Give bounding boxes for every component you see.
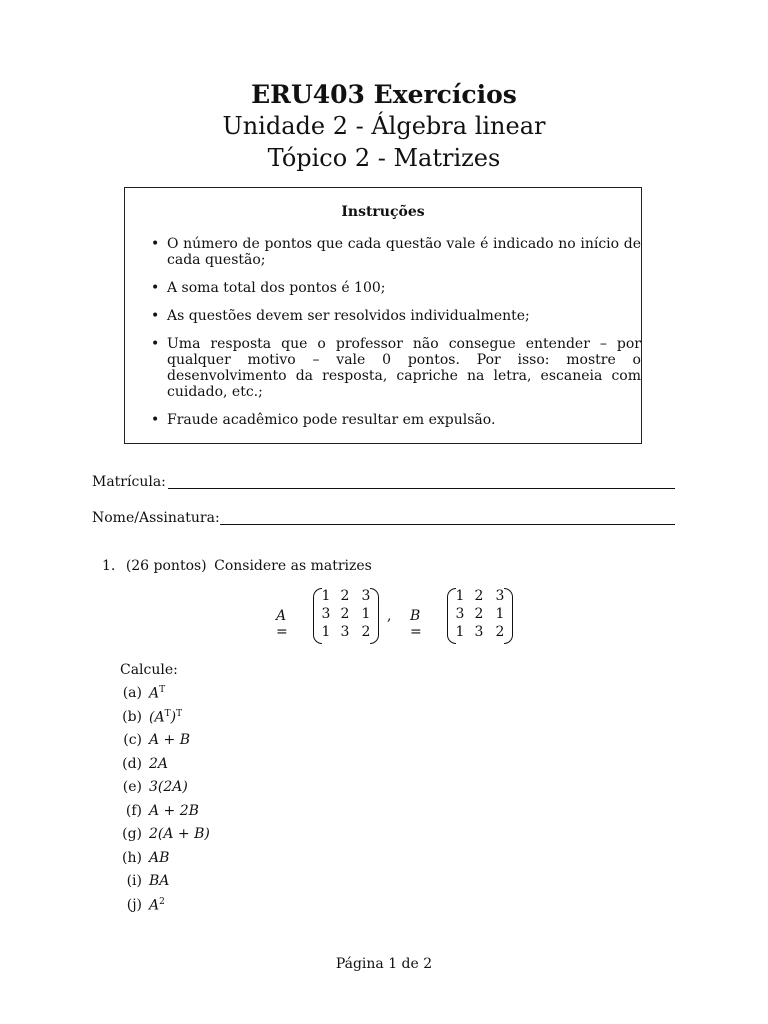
question-item-label: (b): [122, 708, 142, 725]
instruction-item: • A soma total dos pontos é 100;: [151, 280, 386, 296]
matrix-a-cell: 2: [340, 606, 350, 622]
instructions-box: [124, 187, 642, 444]
matrix-a-cell: 3: [361, 588, 371, 604]
question-item-expression: AB: [149, 849, 170, 866]
matrix-a-label: A =: [276, 608, 288, 640]
matricula-field[interactable]: [168, 488, 675, 489]
matrix-a-cell: 3: [340, 624, 350, 640]
question-item-label: (d): [122, 755, 142, 772]
matrix-a-cell: 2: [340, 588, 350, 604]
bullet-icon: •: [151, 412, 160, 428]
question-item-expression: A + 2B: [149, 802, 199, 819]
matrix-b-cell: 2: [474, 588, 484, 604]
question-item-label: (a): [122, 685, 142, 701]
page-number: Página 1 de 2: [335, 956, 433, 972]
question-item-expression: BA: [149, 873, 170, 889]
bullet-icon: •: [151, 236, 160, 252]
question-item-label: (i): [126, 873, 142, 889]
instructions-title: Instruções: [341, 204, 425, 220]
matricula-label: Matrícula:: [92, 474, 166, 490]
question-number: 1.: [102, 558, 116, 574]
instruction-item: • O número de pontos que cada questão vale é indicado no início de cada questão;: [151, 236, 641, 268]
matrix-a-cell: 2: [361, 624, 371, 640]
matrix-a-cell: 3: [321, 606, 331, 622]
matrix-b-cell: 3: [495, 588, 505, 604]
question-item-label: (f): [125, 802, 142, 819]
instructions-list: [149, 236, 641, 440]
bullet-icon: •: [151, 280, 160, 296]
document-subtitle: Unidade 2 - Álgebra linear: [222, 112, 546, 140]
matrix-separator: ,: [387, 608, 392, 624]
matrix-b-label: B =: [410, 608, 422, 640]
matrix-a-cell: 1: [361, 606, 371, 622]
matrix-a-cell: 1: [321, 624, 331, 640]
nome-label: Nome/Assinatura:: [92, 510, 220, 526]
instruction-item: • Uma resposta que o professor não consegue entender – por qualquer motivo – vale 0 pontos. Por isso: mostre o desenvolvimento da resposta, capriche na letra, escaneia com cuidado, etc.;: [151, 336, 641, 400]
question-item-expression: 3(2A): [149, 779, 188, 795]
instruction-item: • As questões devem ser resolvidos individualmente;: [151, 308, 530, 324]
matrix-b-cell: 3: [474, 624, 484, 640]
document-topic: Tópico 2 - Matrizes: [267, 144, 501, 172]
matrix-a-cell: 1: [321, 588, 331, 604]
matrix-b-cell: 3: [455, 606, 465, 622]
question-item-expression: $(A^T)^T$: [149, 708, 183, 726]
question-1-statement: [102, 558, 372, 574]
instruction-item: • Fraude acadêmico pode resultar em expulsão.: [151, 412, 496, 428]
question-item-label: (g): [122, 826, 142, 842]
bullet-icon: •: [151, 336, 160, 352]
document-title: ERU403 Exercícios: [251, 80, 517, 109]
question-item-expression: $A^T$: [149, 685, 166, 702]
matrix-b-cell: 1: [455, 624, 465, 640]
question-item-expression: 2A: [149, 755, 169, 772]
question-item-label: (j): [126, 896, 142, 913]
nome-assinatura-field[interactable]: [220, 524, 675, 525]
question-text: Considere as matrizes: [214, 558, 372, 574]
matrix-b-cell: 1: [455, 588, 465, 604]
question-item-expression: $A^2$: [149, 896, 165, 914]
question-item-expression: A + B: [149, 732, 191, 748]
question-item-label: (e): [122, 779, 142, 795]
matrix-b-cell: 2: [495, 624, 505, 640]
matrix-b-cell: 1: [495, 606, 505, 622]
question-item-label: (c): [123, 732, 142, 748]
question-item-expression: 2(A + B): [149, 826, 210, 842]
matrix-b-cell: 2: [474, 606, 484, 622]
bullet-icon: •: [151, 308, 160, 324]
question-item-label: (h): [122, 849, 142, 866]
calcule-label: Calcule:: [120, 662, 178, 678]
question-points: (26 pontos): [125, 558, 207, 574]
